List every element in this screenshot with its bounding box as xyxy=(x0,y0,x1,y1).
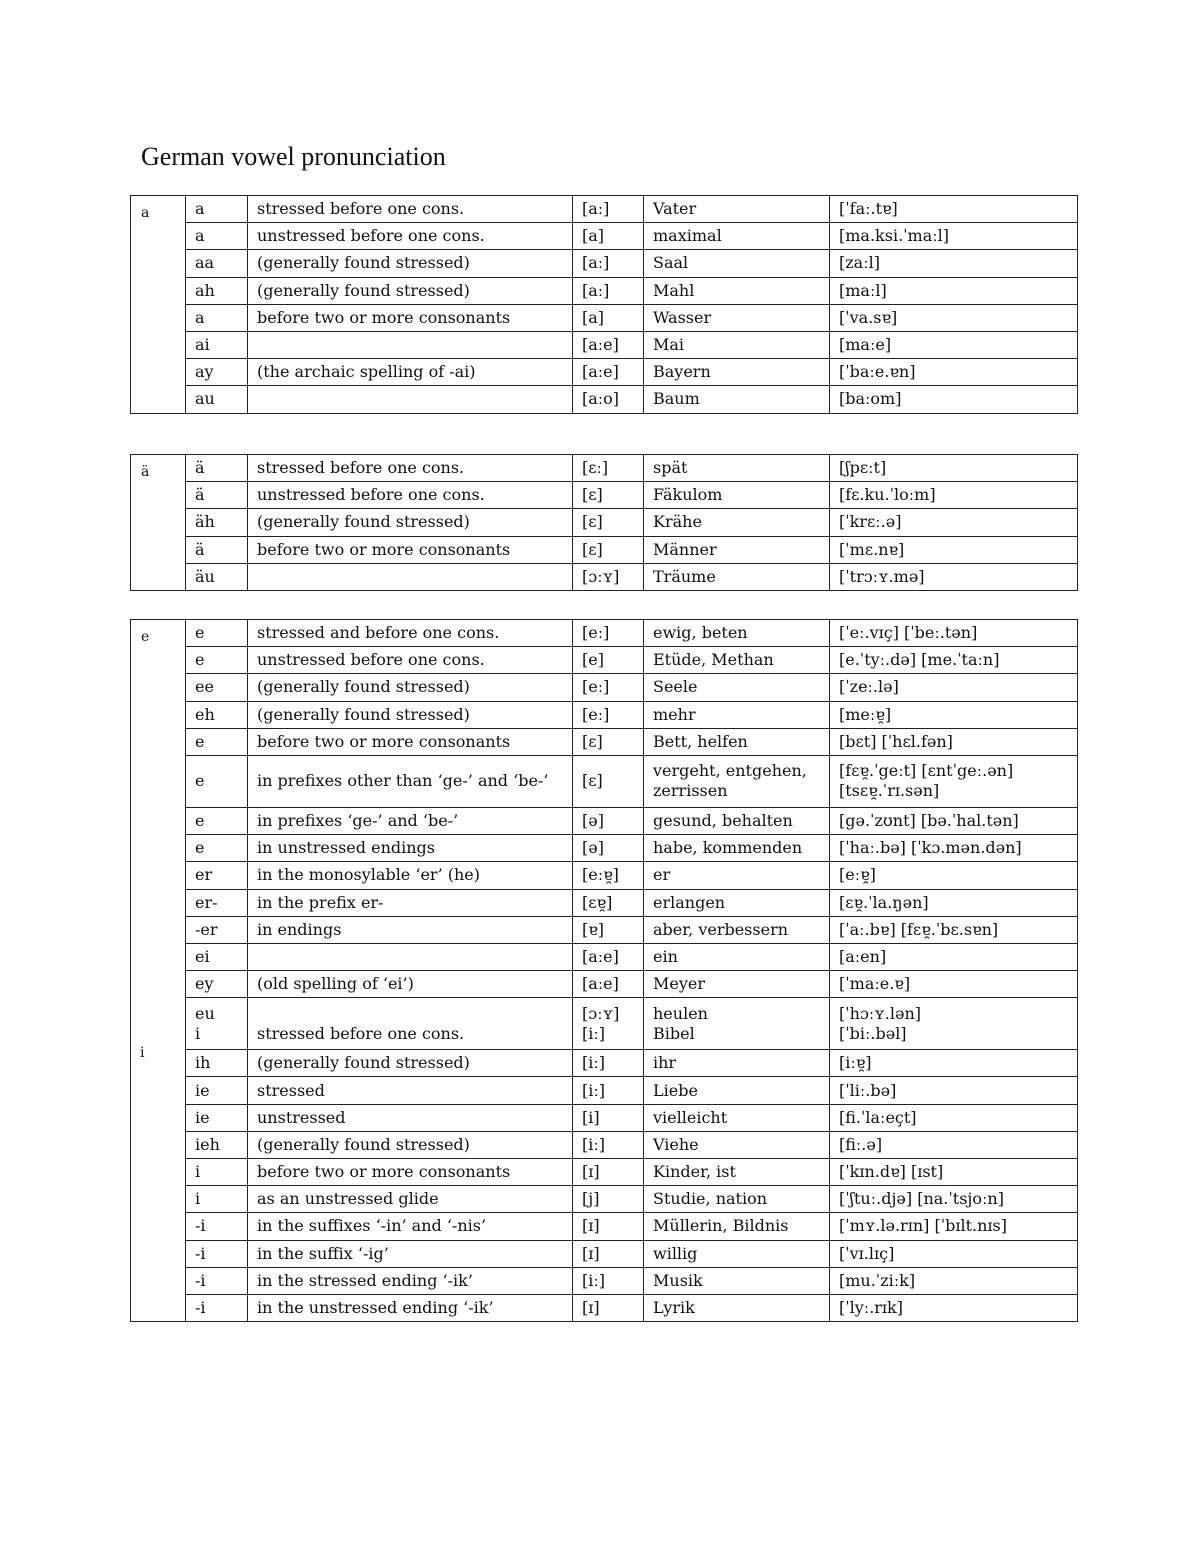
example-cell: Etüde, Methan xyxy=(644,647,830,674)
example-cell: Vater xyxy=(644,196,830,223)
group-letter: ä xyxy=(131,455,186,591)
example-cell: heulen Bibel xyxy=(644,998,830,1050)
example-cell: mehr xyxy=(644,701,830,728)
ipa-cell: [ɛː] xyxy=(573,455,644,482)
spelling-cell: ä xyxy=(186,482,248,509)
table-row xyxy=(131,1186,1078,1213)
table-row xyxy=(131,359,1078,386)
note-cell: before two or more consonants xyxy=(248,304,573,331)
spelling-cell: äh xyxy=(186,509,248,536)
note-cell: (generally found stressed) xyxy=(248,1131,573,1158)
ipa-cell: [ɛ] xyxy=(573,536,644,563)
ipa-cell: [aːe] xyxy=(573,359,644,386)
spelling-cell: a xyxy=(186,223,248,250)
note-cell: unstressed before one cons. xyxy=(248,482,573,509)
spelling-cell: ey xyxy=(186,971,248,998)
spelling-cell: e xyxy=(186,755,248,807)
ipa-cell: [ɛ] xyxy=(573,755,644,807)
table-row xyxy=(131,674,1078,701)
table-row xyxy=(131,916,1078,943)
example-cell: Krähe xyxy=(644,509,830,536)
ipa-cell: [eː] xyxy=(573,620,644,647)
example-cell: Lyrik xyxy=(644,1294,830,1321)
example-cell: Liebe xyxy=(644,1077,830,1104)
spelling-cell: -i xyxy=(186,1294,248,1321)
transcription-cell: [ˈliː.bə] xyxy=(830,1077,1078,1104)
transcription-cell: [ˈfaː.tɐ] xyxy=(830,196,1078,223)
transcription-cell: [gə.ˈzʊnt] [bə.ˈhal.tən] xyxy=(830,807,1078,834)
spelling-cell: ei xyxy=(186,943,248,970)
ipa-cell: [a] xyxy=(573,223,644,250)
table-row xyxy=(131,701,1078,728)
spelling-cell: eh xyxy=(186,701,248,728)
note-cell: in the monosylable ‘er’ (he) xyxy=(248,862,573,889)
transcription-cell: [ˈvɪ.lɪç] xyxy=(830,1240,1078,1267)
ipa-cell: [aːe] xyxy=(573,943,644,970)
table-row xyxy=(131,250,1078,277)
ipa-cell: [iː] xyxy=(573,1267,644,1294)
example-cell: erlangen xyxy=(644,889,830,916)
note-cell: in the unstressed ending ‘-ik’ xyxy=(248,1294,573,1321)
spelling-cell: er- xyxy=(186,889,248,916)
ipa-cell: [eː] xyxy=(573,701,644,728)
ipa-cell: [aːe] xyxy=(573,331,644,358)
table-row xyxy=(131,331,1078,358)
example-cell: Studie, nation xyxy=(644,1186,830,1213)
spelling-cell: ih xyxy=(186,1050,248,1077)
table-row xyxy=(131,1294,1078,1321)
vowel-table-ae xyxy=(130,454,1078,591)
transcription-cell: [fiː.ə] xyxy=(830,1131,1078,1158)
transcription-cell: [ˈhɔːʏ.lən] [ˈbiː.bəl] xyxy=(830,998,1078,1050)
note-cell: (the archaic spelling of -ai) xyxy=(248,359,573,386)
spelling-cell: ay xyxy=(186,359,248,386)
spelling-cell: -i xyxy=(186,1240,248,1267)
example-cell: habe, kommenden xyxy=(644,835,830,862)
note-cell: in the suffix ‘-ig’ xyxy=(248,1240,573,1267)
table-row xyxy=(131,620,1078,647)
table-row xyxy=(131,1050,1078,1077)
ipa-cell: [ə] xyxy=(573,835,644,862)
table-row xyxy=(131,835,1078,862)
ipa-cell: [i] xyxy=(573,1104,644,1131)
note-cell: in the stressed ending ‘-ik’ xyxy=(248,1267,573,1294)
ipa-cell: [ɔːʏ] [iː] xyxy=(573,998,644,1050)
ipa-cell: [iː] xyxy=(573,1077,644,1104)
table-row xyxy=(131,482,1078,509)
transcription-cell: [zaːl] xyxy=(830,250,1078,277)
ipa-cell: [ə] xyxy=(573,807,644,834)
spelling-cell: e xyxy=(186,647,248,674)
table-row xyxy=(131,728,1078,755)
example-cell: Mahl xyxy=(644,277,830,304)
table-row xyxy=(131,455,1078,482)
transcription-cell: [mu.ˈziːk] xyxy=(830,1267,1078,1294)
example-cell: Baum xyxy=(644,386,830,413)
spelling-cell: a xyxy=(186,304,248,331)
transcription-cell: [ˈmʏ.lə.rɪn] [ˈbɪlt.nɪs] xyxy=(830,1213,1078,1240)
ipa-cell: [ɛɐ̯] xyxy=(573,889,644,916)
transcription-cell: [fi.ˈlaːeçt] xyxy=(830,1104,1078,1131)
spelling-cell: i xyxy=(186,1186,248,1213)
example-cell: Männer xyxy=(644,536,830,563)
ipa-cell: [iː] xyxy=(573,1131,644,1158)
example-cell: Träume xyxy=(644,563,830,590)
group-letter: a xyxy=(131,196,186,414)
transcription-cell: [ˈtrɔːʏ.mə] xyxy=(830,563,1078,590)
spelling-cell: äu xyxy=(186,563,248,590)
table-row xyxy=(131,1131,1078,1158)
spelling-cell: e xyxy=(186,620,248,647)
note-cell: in prefixes ‘ge-’ and ‘be-’ xyxy=(248,807,573,834)
note-cell: stressed before one cons. xyxy=(248,455,573,482)
note-cell: before two or more consonants xyxy=(248,1159,573,1186)
transcription-cell: [ˈzeː.lə] xyxy=(830,674,1078,701)
table-row xyxy=(131,196,1078,223)
transcription-cell: [aːen] xyxy=(830,943,1078,970)
transcription-cell: [maːe] xyxy=(830,331,1078,358)
transcription-cell: [ˈva.sɐ] xyxy=(830,304,1078,331)
example-cell: ein xyxy=(644,943,830,970)
note-cell xyxy=(248,563,573,590)
table-row xyxy=(131,1159,1078,1186)
example-cell: Mai xyxy=(644,331,830,358)
spelling-cell: ieh xyxy=(186,1131,248,1158)
example-cell: Meyer xyxy=(644,971,830,998)
ipa-cell: [a] xyxy=(573,304,644,331)
spelling-cell: er xyxy=(186,862,248,889)
transcription-cell: [ˈbaːe.ɐn] xyxy=(830,359,1078,386)
note-cell: stressed before one cons. xyxy=(248,196,573,223)
table-row xyxy=(131,223,1078,250)
spelling-cell: au xyxy=(186,386,248,413)
transcription-cell: [meːɐ̯] xyxy=(830,701,1078,728)
example-cell: aber, verbessern xyxy=(644,916,830,943)
spelling-cell: a xyxy=(186,196,248,223)
table-row xyxy=(131,862,1078,889)
table-row xyxy=(131,1104,1078,1131)
table-row xyxy=(131,1077,1078,1104)
example-cell: Viehe xyxy=(644,1131,830,1158)
note-cell: unstressed xyxy=(248,1104,573,1131)
table-row xyxy=(131,1213,1078,1240)
note-cell: (generally found stressed) xyxy=(248,277,573,304)
ipa-cell: [ɪ] xyxy=(573,1294,644,1321)
example-cell: Müllerin, Bildnis xyxy=(644,1213,830,1240)
note-cell: stressed and before one cons. xyxy=(248,620,573,647)
table-row xyxy=(131,755,1078,807)
transcription-cell: [ˈmɛ.nɐ] xyxy=(830,536,1078,563)
spelling-cell: e xyxy=(186,835,248,862)
note-cell: (old spelling of ‘ei’) xyxy=(248,971,573,998)
note-cell: in prefixes other than ‘ge-’ and ‘be-’ xyxy=(248,755,573,807)
spelling-cell: aa xyxy=(186,250,248,277)
table-row xyxy=(131,889,1078,916)
spelling-cell: -er xyxy=(186,916,248,943)
transcription-cell: [ˈkɪn.dɐ] [ɪst] xyxy=(830,1159,1078,1186)
example-cell: ewig, beten xyxy=(644,620,830,647)
ipa-cell: [ɪ] xyxy=(573,1213,644,1240)
ipa-cell: [aː] xyxy=(573,277,644,304)
table-row xyxy=(131,563,1078,590)
note-cell: stressed xyxy=(248,1077,573,1104)
note-cell: in endings xyxy=(248,916,573,943)
note-cell: (generally found stressed) xyxy=(248,674,573,701)
transcription-cell: [fɛɐ̯.ˈgeːt] [ɛntˈgeː.ən] [tsɛɐ̯.ˈrɪ.sən] xyxy=(830,755,1078,807)
ipa-cell: [aːe] xyxy=(573,971,644,998)
ipa-cell: [ɔːʏ] xyxy=(573,563,644,590)
transcription-cell: [baːom] xyxy=(830,386,1078,413)
spelling-cell: -i xyxy=(186,1267,248,1294)
ipa-cell: [ɛ] xyxy=(573,509,644,536)
ipa-cell: [ɛ] xyxy=(573,482,644,509)
transcription-cell: [ˈʃtuː.djə] [na.ˈtsjoːn] xyxy=(830,1186,1078,1213)
spelling-cell: ie xyxy=(186,1077,248,1104)
ipa-cell: [ɐ] xyxy=(573,916,644,943)
note-cell: in unstressed endings xyxy=(248,835,573,862)
transcription-cell: [ˈkrɛː.ə] xyxy=(830,509,1078,536)
ipa-cell: [iː] xyxy=(573,1050,644,1077)
table-row xyxy=(131,971,1078,998)
transcription-cell: [maːl] xyxy=(830,277,1078,304)
ipa-cell: [eːɐ̯] xyxy=(573,862,644,889)
note-cell: unstressed before one cons. xyxy=(248,647,573,674)
spelling-cell: -i xyxy=(186,1213,248,1240)
transcription-cell: [e.ˈtyː.də] [me.ˈtaːn] xyxy=(830,647,1078,674)
note-cell xyxy=(248,386,573,413)
example-cell: vielleicht xyxy=(644,1104,830,1131)
spelling-cell: ah xyxy=(186,277,248,304)
transcription-cell: [ɛɐ̯.ˈla.ŋən] xyxy=(830,889,1078,916)
transcription-cell: [ʃpɛːt] xyxy=(830,455,1078,482)
ipa-cell: [aː] xyxy=(573,196,644,223)
note-cell: (generally found stressed) xyxy=(248,1050,573,1077)
ipa-cell: [ɪ] xyxy=(573,1240,644,1267)
table-row xyxy=(131,386,1078,413)
table-row xyxy=(131,807,1078,834)
spelling-cell: ä xyxy=(186,455,248,482)
example-cell: Kinder, ist xyxy=(644,1159,830,1186)
note-cell: before two or more consonants xyxy=(248,536,573,563)
example-cell: Fäkulom xyxy=(644,482,830,509)
example-cell: willig xyxy=(644,1240,830,1267)
example-cell: gesund, behalten xyxy=(644,807,830,834)
note-cell xyxy=(248,331,573,358)
transcription-cell: [ˈlyː.rɪk] xyxy=(830,1294,1078,1321)
note-cell: (generally found stressed) xyxy=(248,701,573,728)
note-cell: as an unstressed glide xyxy=(248,1186,573,1213)
note-cell: (generally found stressed) xyxy=(248,250,573,277)
example-cell: Musik xyxy=(644,1267,830,1294)
table-row xyxy=(131,536,1078,563)
transcription-cell: [ma.ksi.ˈmaːl] xyxy=(830,223,1078,250)
note-cell: stressed before one cons. xyxy=(248,998,573,1050)
note-cell: in the prefix er- xyxy=(248,889,573,916)
table-row xyxy=(131,277,1078,304)
group-letter: e xyxy=(131,620,186,1322)
table-row xyxy=(131,647,1078,674)
example-cell: Saal xyxy=(644,250,830,277)
note-cell: unstressed before one cons. xyxy=(248,223,573,250)
table-row xyxy=(131,943,1078,970)
ipa-cell: [aː] xyxy=(573,250,644,277)
note-cell: in the suffixes ‘-in’ and ‘-nis’ xyxy=(248,1213,573,1240)
ipa-cell: [eː] xyxy=(573,674,644,701)
page-title: German vowel pronunciation xyxy=(141,142,446,171)
table-row xyxy=(131,1267,1078,1294)
note-cell xyxy=(248,943,573,970)
example-cell: er xyxy=(644,862,830,889)
example-cell: Wasser xyxy=(644,304,830,331)
note-cell: (generally found stressed) xyxy=(248,509,573,536)
example-cell: spät xyxy=(644,455,830,482)
example-cell: maximal xyxy=(644,223,830,250)
ipa-cell: [ɛ] xyxy=(573,728,644,755)
ipa-cell: [ɪ] xyxy=(573,1159,644,1186)
spelling-cell: e xyxy=(186,807,248,834)
spelling-cell: i xyxy=(186,1159,248,1186)
vowel-table-a xyxy=(130,195,1078,414)
spelling-cell: eu i xyxy=(186,998,248,1050)
transcription-cell: [ˈaː.bɐ] [fɛɐ̯.ˈbɛ.sɐn] xyxy=(830,916,1078,943)
transcription-cell: [ˈmaːe.ɐ] xyxy=(830,971,1078,998)
example-cell: Bett, helfen xyxy=(644,728,830,755)
example-cell: ihr xyxy=(644,1050,830,1077)
spelling-cell: ee xyxy=(186,674,248,701)
table-row xyxy=(131,1240,1078,1267)
ipa-cell: [e] xyxy=(573,647,644,674)
example-cell: Bayern xyxy=(644,359,830,386)
table-row xyxy=(131,998,1078,1050)
table-row xyxy=(131,304,1078,331)
transcription-cell: [fɛ.ku.ˈloːm] xyxy=(830,482,1078,509)
table-row xyxy=(131,509,1078,536)
ipa-cell: [aːo] xyxy=(573,386,644,413)
example-cell: Seele xyxy=(644,674,830,701)
transcription-cell: [bɛt] [ˈhɛl.fən] xyxy=(830,728,1078,755)
spelling-cell: ai xyxy=(186,331,248,358)
example-cell: vergeht, entgehen, zerrissen xyxy=(644,755,830,807)
ipa-cell: [j] xyxy=(573,1186,644,1213)
transcription-cell: [iːɐ̯] xyxy=(830,1050,1078,1077)
transcription-cell: [eːɐ̯] xyxy=(830,862,1078,889)
spelling-cell: e xyxy=(186,728,248,755)
vowel-table-e-i xyxy=(130,619,1078,1322)
spelling-cell: ie xyxy=(186,1104,248,1131)
group-letter-i: i xyxy=(140,1045,145,1061)
note-cell: before two or more consonants xyxy=(248,728,573,755)
transcription-cell: [ˈeː.vɪç] [ˈbeː.tən] xyxy=(830,620,1078,647)
transcription-cell: [ˈhaː.bə] [ˈkɔ.mən.dən] xyxy=(830,835,1078,862)
spelling-cell: ä xyxy=(186,536,248,563)
